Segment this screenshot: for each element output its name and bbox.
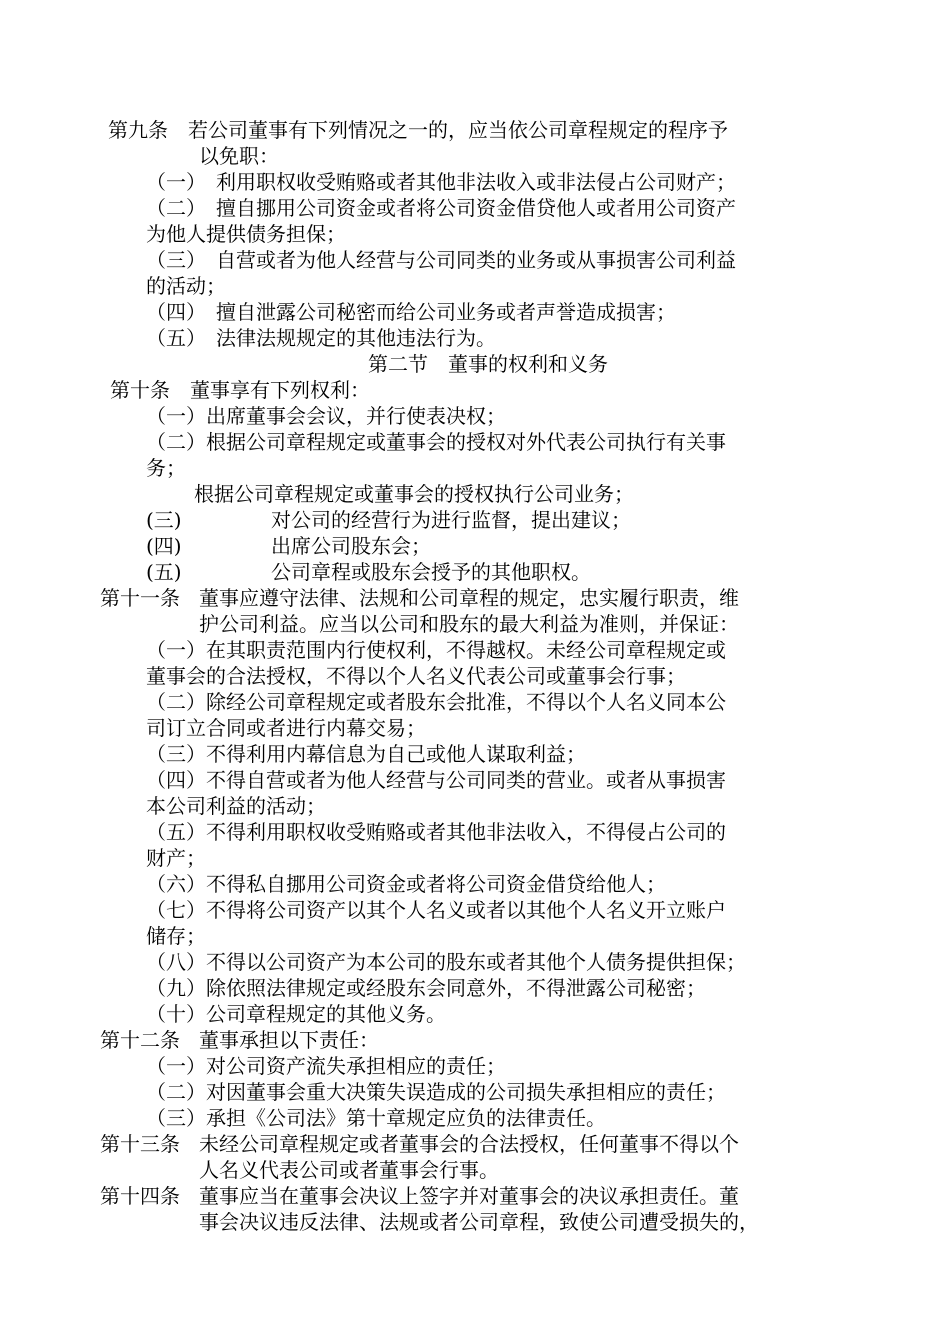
- article-11-item-5: （五）不得利用职权收受贿赂或者其他非法收入，不得侵占公司的: [146, 820, 726, 844]
- article-11-item-4-cont: 本公司利益的活动；: [146, 794, 326, 818]
- article-10-item-2-cont: 务；: [146, 456, 186, 480]
- article-12-item-1: （一）对公司资产流失承担相应的责任；: [146, 1054, 506, 1078]
- article-9-item-4: （四） 擅自泄露公司秘密而给公司业务或者声誉造成损害；: [146, 300, 676, 324]
- article-10-item-3-marker: (三): [146, 508, 182, 532]
- article-12-item-2: （二）对因董事会重大决策失误造成的公司损失承担相应的责任；: [146, 1080, 726, 1104]
- article-9-heading: 第九条 若公司董事有下列情况之一的，应当依公司章程规定的程序予: [108, 118, 728, 142]
- article-9-item-3: （三） 自营或者为他人经营与公司同类的业务或从事损害公司利益: [146, 248, 736, 272]
- article-10-item-3-text: 对公司的经营行为进行监督，提出建议；: [271, 508, 631, 532]
- article-11-item-9: （九）除依照法律规定或经股东会同意外，不得泄露公司秘密；: [146, 976, 706, 1000]
- article-12-text: 董事承担以下责任：: [199, 1028, 379, 1052]
- article-11-item-10: （十）公司章程规定的其他义务。: [146, 1002, 446, 1026]
- article-10-item-4-marker: (四): [146, 534, 182, 558]
- article-11-item-5-cont: 财产；: [146, 846, 206, 870]
- article-13-label: 第十三条: [100, 1132, 180, 1156]
- article-9-item-3-cont: 的活动；: [146, 274, 226, 298]
- article-9-heading-cont: 以免职：: [199, 144, 279, 168]
- article-12-item-3: （三）承担《公司法》第十章规定应负的法律责任。: [146, 1106, 606, 1130]
- article-11-text-cont: 护公司利益。应当以公司和股东的最大利益为准则，并保证：: [199, 612, 739, 636]
- article-11-text: 董事应遵守法律、法规和公司章程的规定，忠实履行职责，维: [199, 586, 739, 610]
- article-10-item-5-text: 公司章程或股东会授予的其他职权。: [271, 560, 591, 584]
- article-11-label: 第十一条: [100, 586, 180, 610]
- article-9-item-5: （五） 法律法规规定的其他违法行为。: [146, 326, 496, 350]
- article-11-item-8: （八）不得以公司资产为本公司的股东或者其他个人债务提供担保；: [146, 950, 746, 974]
- section-2-title: 第二节 董事的权利和义务: [368, 352, 608, 376]
- article-10-heading: 第十条 董事享有下列权利：: [110, 378, 370, 402]
- article-10-item-4-text: 出席公司股东会；: [271, 534, 431, 558]
- article-9-item-2: （二） 擅自挪用公司资金或者将公司资金借贷他人或者用公司资产: [146, 196, 736, 220]
- article-9-item-1: （一） 利用职权收受贿赂或者其他非法收入或非法侵占公司财产；: [146, 170, 736, 194]
- article-11-item-7: （七）不得将公司资产以其个人名义或者以其他个人名义开立账户: [146, 898, 726, 922]
- article-11-item-4: （四）不得自营或者为他人经营与公司同类的营业。或者从事损害: [146, 768, 726, 792]
- article-11-item-6: （六）不得私自挪用公司资金或者将公司资金借贷给他人；: [146, 872, 666, 896]
- article-11-item-3: （三）不得利用内幕信息为自己或他人谋取利益；: [146, 742, 586, 766]
- article-10-item-5-marker: (五): [146, 560, 182, 584]
- article-14-text-cont: 事会决议违反法律、法规或者公司章程，致使公司遭受损失的，: [199, 1210, 759, 1234]
- article-14-label: 第十四条: [100, 1184, 180, 1208]
- article-10-item-2: （二）根据公司章程规定或董事会的授权对外代表公司执行有关事: [146, 430, 726, 454]
- article-14-text: 董事应当在董事会决议上签字并对董事会的决议承担责任。董: [199, 1184, 739, 1208]
- article-10-unnumbered-item: 根据公司章程规定或董事会的授权执行公司业务；: [194, 482, 634, 506]
- article-11-item-2-cont: 司订立合同或者进行内幕交易；: [146, 716, 426, 740]
- article-13-text-cont: 人名义代表公司或者董事会行事。: [199, 1158, 499, 1182]
- article-11-item-2: （二）除经公司章程规定或者股东会批准，不得以个人名义同本公: [146, 690, 726, 714]
- article-12-label: 第十二条: [100, 1028, 180, 1052]
- article-10-item-1: （一）出席董事会会议，并行使表决权；: [146, 404, 506, 428]
- article-11-item-1: （一）在其职责范围内行使权利，不得越权。未经公司章程规定或: [146, 638, 726, 662]
- article-11-item-1-cont: 董事会的合法授权，不得以个人名义代表公司或董事会行事；: [146, 664, 686, 688]
- article-13-text: 未经公司章程规定或者董事会的合法授权，任何董事不得以个: [199, 1132, 739, 1156]
- article-11-item-7-cont: 储存；: [146, 924, 206, 948]
- article-9-item-2-cont: 为他人提供债务担保；: [146, 222, 346, 246]
